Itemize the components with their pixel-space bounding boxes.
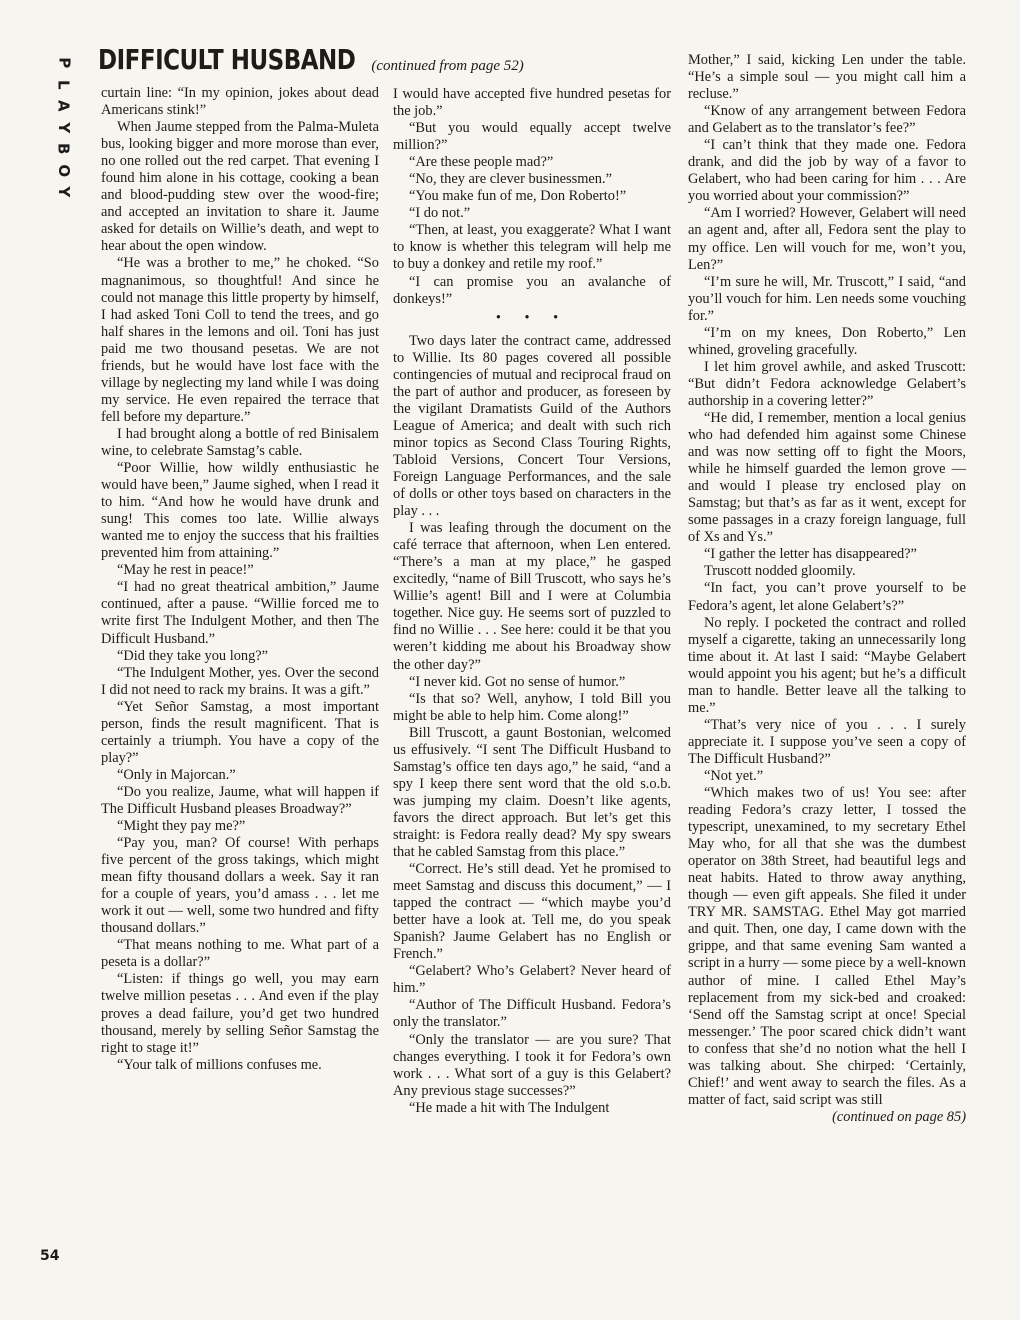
paragraph: “Did they take you long?” xyxy=(117,647,269,664)
text-column-2 xyxy=(393,86,671,1117)
paragraph: “The Indulgent Mother, yes. Over the second I did not need to rack my brains. It was a gift.” xyxy=(101,664,379,698)
paragraph: “Only the translator — are you sure? That changes everything. I took it for Fedora’s own work . . . What sort of a guy is this Gelabert? Any previous stage successes?” xyxy=(393,1031,671,1099)
paragraph: “He did, I remember, mention a local genius who had defended him against some Chinese and was now setting off to fight the Moors, while he himself guarded the lemon grove — and would I please try enclosed play on Samstag; but that’s as far as it went, except for some passages in a crazy foreign language, full of Xs and Ys.” xyxy=(688,409,966,546)
paragraph: “May he rest in peace!” xyxy=(117,562,254,579)
article-header xyxy=(98,44,524,76)
text-column-1 xyxy=(101,85,379,1074)
paragraph: I let him grovel awhile, and asked Truscott: “But didn’t Fedora acknowledge Gelabert’s authorship in a covering letter?” xyxy=(688,358,966,409)
paragraph: I was leafing through the document on the café terrace that afternoon, when Len entered. “There’s a man at my place,” he gasped excitedly, “name of Bill Truscott, who says he’s Willie’s agent! Bill and I were at Columbia together. Nice guy. He seems sort of puzzled to find no Willie . . . See here: could it be that you weren’t kidding me about his Broadway show the other day?” xyxy=(393,520,671,673)
paragraph: “Not yet.” xyxy=(704,767,764,784)
paragraph: “Then, at least, you exaggerate? What I want to know is whether this telegram will help me to buy a donkey and retile my roof.” xyxy=(393,222,671,273)
paragraph: “I do not.” xyxy=(409,205,471,222)
paragraph: “Gelabert? Who’s Gelabert? Never heard of him.” xyxy=(393,963,671,997)
paragraph: “Yet Señor Samstag, a most important person, finds the result magnificent. That is certainly a triumph. You have a copy of the play?” xyxy=(101,698,379,766)
paragraph: “I never kid. Got no sense of humor.” xyxy=(409,673,626,690)
paragraph: “Pay you, man? Of course! With perhaps five percent of the gross takings, which might mean fifty thousand dollars a week. Say it ran for a couple of years, you’d amass . . . let me work it out — well, some two hundred and fifty thousand dollars.” xyxy=(101,835,379,937)
paragraph: “That means nothing to me. What part of a peseta is a dollar?” xyxy=(101,937,379,971)
paragraph: “I’m on my knees, Don Roberto,” Len whined, groveling gracefully. xyxy=(688,324,966,358)
paragraph: “Know of any arrangement between Fedora and Gelabert as to the translator’s fee?” xyxy=(688,103,966,137)
paragraph: “I gather the letter has disappeared?” xyxy=(704,546,917,563)
paragraph: “You make fun of me, Don Roberto!” xyxy=(409,188,627,205)
logo-letter: A xyxy=(54,99,73,112)
paragraph: I had brought along a bottle of red Binisalem wine, to celebrate Samstag’s cable. xyxy=(101,425,379,459)
continued-from-note: (continued from page 52) xyxy=(371,58,524,74)
paragraph: “Am I worried? However, Gelabert will need an agent and, after all, Fedora sent the play to my office. Len will vouch for me, won’t you, Len?” xyxy=(688,205,966,273)
paragraph: “Author of The Difficult Husband. Fedora’s only the translator.” xyxy=(393,997,671,1031)
logo-letter: L xyxy=(54,79,73,90)
paragraph: No reply. I pocketed the contract and rolled myself a cigarette, taking an unnecessarily long time about it. At last I said: “Maybe Gelabert would appoint you his agent; but he’s a difficult man to handle. Better leave all the talking to me.” xyxy=(688,614,966,716)
paragraph: “I had no great theatrical ambition,” Jaume continued, after a pause. “Willie forced me to write first The Indulgent Mother, and then The Difficult Husband.” xyxy=(101,579,379,647)
paragraph: “I’m sure he will, Mr. Truscott,” I said, “and you’ll vouch for him. Len needs some vouching for.” xyxy=(688,273,966,324)
paragraph: “In fact, you can’t prove yourself to be Fedora’s agent, let alone Gelabert’s?” xyxy=(688,580,966,614)
paragraph: “No, they are clever businessmen.” xyxy=(409,171,612,188)
logo-letter: P xyxy=(54,57,73,69)
paragraph: When Jaume stepped from the Palma-Muleta bus, looking bigger and more morose than ever, no one rolled out the red carpet. That evening I found him alone in his cottage, cooking a bean and blood-pudding stew over the wood-fire; and accepted an invitation to share it. Jaume asked for details on Willie’s death, and wept to hear about the open window. xyxy=(101,119,379,255)
logo-letter: Y xyxy=(54,186,73,198)
article-title: DIFFICULT HUSBAND xyxy=(98,44,356,76)
paragraph: “Listen: if things go well, you may earn twelve million pesetas . . . And even if the play proves a dead failure, you’d get two hundred thousand, merely by selling Señor Samstag the right to stage it!” xyxy=(101,971,379,1056)
paragraph: “Do you realize, Jaume, what will happen if The Difficult Husband pleases Broadway?” xyxy=(101,783,379,817)
logo-letter: B xyxy=(54,143,73,155)
continued-on-note: (continued on page 85) xyxy=(832,1108,966,1125)
paragraph: “I can’t think that they made one. Fedora drank, and did the job by way of a favor to Gelabert, who had been caring for him . . . Are you worried about your commission?” xyxy=(688,137,966,205)
paragraph: “Is that so? Well, anyhow, I told Bill you might be able to help him. Come along!” xyxy=(393,690,671,724)
paragraph: “Might they pay me?” xyxy=(117,818,246,835)
paragraph: I would have accepted five hundred pesetas for the job.” xyxy=(393,86,671,120)
paragraph: “Correct. He’s still dead. Yet he promised to meet Samstag and discuss this document,” — I tapped the contract — “which maybe you’d better have a look at. Tell me, do you speak Spanish? Jaume Gelabert has no English or French.” xyxy=(393,861,671,963)
paragraph: “But you would equally accept twelve million?” xyxy=(393,120,671,154)
paragraph: “Are these people mad?” xyxy=(409,154,554,171)
paragraph: “Only in Majorcan.” xyxy=(117,766,236,783)
page-number: 54 xyxy=(40,1248,60,1264)
paragraph: “Poor Willie, how wildly enthusiastic he would have been,” Jaume sighed, when I read it to him. “And how he would have drunk and sung! This comes too late. Willie always wanted me to enjoy the success that his frailties prevented him from attaining.” xyxy=(101,460,379,562)
paragraph: “That’s very nice of you . . . I surely appreciate it. I suppose you’ve seen a copy of The Difficult Husband?” xyxy=(688,716,966,767)
paragraph: Mother,” I said, kicking Len under the table. “He’s a simple soul — you might call him a recluse.” xyxy=(688,52,966,103)
paragraph: “He was a brother to me,” he choked. “So magnanimous, so thoughtful! And since he could not manage this little property by himself, I had asked Toni Coll to tend the trees, and go half shares in the lemons and oil. Toni has just paid me two thousand pesetas. We are not friends, but he would have lost face with the village by neglecting my land while I was doing my service. He even repaired the terrace that fell before my departure.” xyxy=(101,255,379,425)
paragraph: curtain line: “In my opinion, jokes about dead Americans stink!” xyxy=(101,85,379,119)
magazine-logo-vertical xyxy=(52,52,74,202)
section-break: • • • xyxy=(495,309,569,326)
text-column-3 xyxy=(688,52,966,1126)
logo-letter: O xyxy=(54,163,73,177)
paragraph: Bill Truscott, a gaunt Bostonian, welcomed us effusively. “I sent The Difficult Husband to Samstag’s office ten days ago,” he said, “and a spy I keep there sent word that the old s.o.b. was jumping my claim. Doesn’t like agents, favors the direct approach. But let’s get this straight: is Fedora really dead? My spy swears that he cabled Samstag from this place.” xyxy=(393,724,671,861)
paragraph: “Your talk of millions confuses me. xyxy=(117,1056,322,1073)
paragraph: Truscott nodded gloomily. xyxy=(704,563,856,580)
logo-letter: Y xyxy=(54,121,73,133)
paragraph: “He made a hit with The Indulgent xyxy=(409,1099,610,1116)
paragraph: “Which makes two of us! You see: after reading Fedora’s crazy letter, I tossed the typescript, unexamined, to my secretary Ethel May who, for all that she was the dumbest operator on 38th Street, had beautiful legs and neat habits. Hated to throw away anything, though — even gift appeals. She filed it under TRY MR. SAMSTAG. Ethel May got married and quit. Then, one day, I came down with the grippe, and that same evening Sam wanted a script in a hurry — some piece by a well-known author of mine. I called Ethel May’s replacement from my sick-bed and croaked: ‘Send off the Samstag script at once! Special messenger.’ The poor scared chick didn’t want to confess that she’d no notion what the hell I was talking about. She chirped: ‘Certainly, Chief!’ and went away to search the files. As a matter of fact, said script was still xyxy=(688,785,966,1108)
paragraph: “I can promise you an avalanche of donkeys!” xyxy=(393,273,671,307)
paragraph: Two days later the contract came, addressed to Willie. Its 80 pages covered all possible contingencies of mutual and reciprocal fraud on the part of author and producer, as foreseen by the vigilant Dramatists Guild of the Authors League of America; and dealt with such rich minor topics as Second Class Touring Rights, Tabloid Versions, Concert Tour Versions, Foreign Language Performances, and the sale of dolls or other toys based on characters in the play . . . xyxy=(393,332,671,520)
